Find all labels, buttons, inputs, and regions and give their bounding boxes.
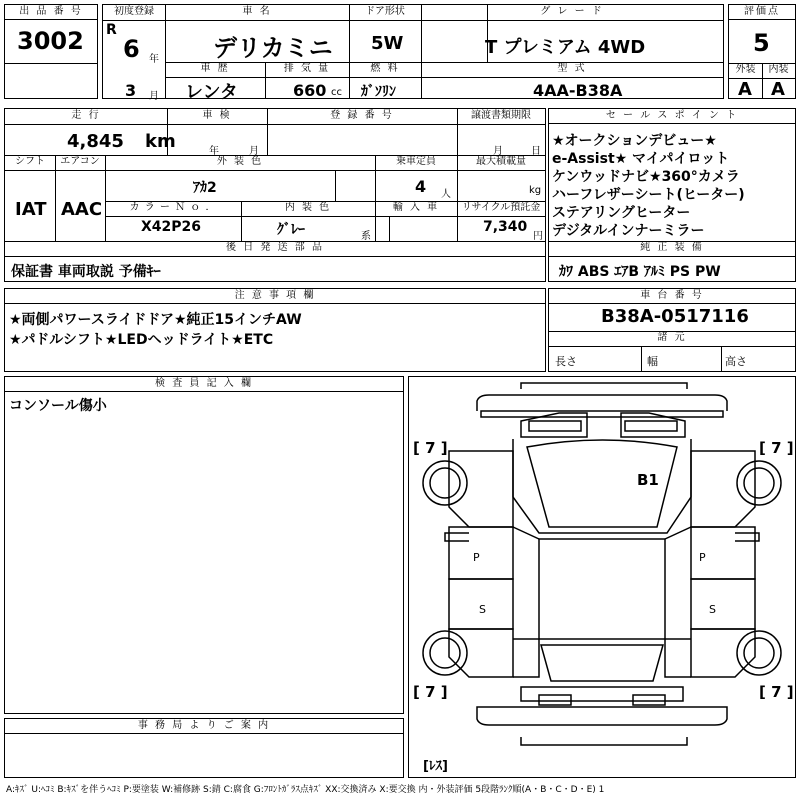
int-color-label: 内 装 色 (284, 202, 332, 213)
later-parts-label: 後 日 発 送 部 品 (226, 242, 324, 253)
inspector-box (4, 376, 404, 714)
door-mark-left: P (473, 551, 480, 564)
score: 5 (753, 29, 770, 57)
tire-rear-left: [ 7 ] (413, 683, 448, 701)
inspector-note: コンソール傷小 (9, 398, 107, 414)
model-label: 型 式 (557, 63, 587, 74)
width-label: 幅 (647, 355, 658, 368)
lot-number-label: 出 品 番 号 (5, 5, 97, 20)
yen-unit: 円 (533, 231, 543, 242)
doc-month-unit: 月 (493, 146, 503, 157)
chassis-box (548, 288, 796, 372)
displacement: 660 (293, 81, 327, 100)
sales-point-label: セ ー ル ス ポ イ ン ト (549, 109, 795, 124)
displacement-label: 排 気 量 (283, 63, 331, 74)
capacity: 4 (415, 177, 427, 196)
sales-point-2: e-Assist★ マイパイロット (552, 151, 730, 167)
sales-point-3: ケンウッドナビ★360°カメラ (552, 169, 740, 185)
capacity-label: 乗車定員 (396, 156, 436, 167)
exterior-grade: A (738, 79, 752, 100)
car-name-label: 車 名 (242, 6, 272, 17)
insp-month-unit: 月 (249, 146, 259, 157)
specs-label: 諸 元 (657, 332, 687, 343)
kg-unit: kg (529, 185, 542, 196)
import-label: 輸 入 車 (392, 202, 440, 213)
tire-rear-right: [ 7 ] (759, 683, 794, 701)
door-type: 5W (371, 33, 404, 54)
recycle-label: リサイクル預託金 (461, 202, 541, 213)
lot-number: 3002 (17, 27, 84, 55)
slide-mark-left: S (479, 603, 486, 616)
notes-box (4, 288, 546, 372)
inspector-label: 検 査 員 記 入 欄 (5, 377, 403, 392)
sales-point-4: ハーフレザーシート(ヒーター) (552, 187, 745, 203)
office-label: 事 務 局 よ り ご 案 内 (5, 719, 403, 734)
sales-point-6: デジタルインナーミラー (552, 223, 705, 239)
tire-front-right: [ 7 ] (759, 439, 794, 457)
chassis-number: B38A-0517116 (601, 306, 749, 327)
model-code: 4AA-B38A (533, 81, 623, 100)
length-label: 長さ (555, 355, 577, 368)
cc-unit: cc (331, 87, 342, 98)
era-mark: R (106, 22, 117, 38)
std-equip-label: 純 正 装 備 (640, 242, 704, 253)
insp-year-unit: 年 (209, 146, 219, 157)
later-parts: 保証書 車両取説 予備ｷｰ (11, 264, 161, 280)
height-label: 高さ (725, 355, 747, 368)
door-label: ドア形状 (365, 6, 405, 17)
grade-label: グ レ ー ド (540, 6, 604, 17)
history: レンタ (185, 82, 238, 103)
fuel: ｶﾞｿﾘﾝ (361, 84, 396, 100)
shift-label: シフト (15, 156, 45, 167)
interior-label: 内装 (768, 64, 789, 75)
office-box (4, 718, 404, 778)
sales-point-box (548, 108, 796, 282)
chassis-label: 車 台 番 号 (549, 289, 795, 304)
legend: A:ｷｽﾞ U:ﾍｺﾐ B:ｷｽﾞを伴うﾍｺﾐ P:要塗装 W:補修跡 S:錆 C:腐食 G:ﾌﾛﾝﾄｶﾞﾗｽ点ｷｽﾞ XX:交換済み X:要交換 内・外装評価 5段階ﾗﾝｸ順(A・B・C・D・E) 1 (6, 785, 605, 795)
ext-color-label: 外 装 色 (216, 156, 264, 167)
recycle-fee: 7,340 (483, 219, 528, 235)
car-name: デリカミニ (213, 34, 333, 62)
person-unit: 人 (441, 189, 451, 200)
fuel-label: 燃 料 (370, 63, 400, 74)
ext-color: ｱｶ2 (193, 180, 217, 196)
history-label: 車 歴 (200, 63, 230, 74)
note-1: ★両側パワースライドドア★純正15インチAW (9, 312, 302, 328)
score-label: 評価点 (729, 5, 795, 20)
note-2: ★パドルシフト★LEDヘッドライト★ETC (9, 332, 274, 348)
interior-grade: A (771, 79, 785, 100)
inspection-label: 車 検 (202, 110, 232, 121)
registration-label: 登 録 番 号 (330, 110, 394, 121)
km-unit: km (145, 131, 176, 152)
exterior-label: 外装 (735, 64, 756, 75)
main-info-box (102, 4, 724, 103)
year-unit: 年 (149, 54, 159, 65)
notes-label: 注 意 事 項 欄 (5, 289, 545, 304)
color-no-label: カ ラ ー Ｎ ｏ ． (129, 202, 217, 213)
score-box (728, 4, 796, 99)
mileage: 4,845 (67, 131, 124, 152)
door-mark-right: P (699, 551, 706, 564)
kei-unit: 系 (361, 231, 371, 242)
month-unit: 月 (149, 91, 159, 102)
color-no: X42P26 (141, 219, 202, 235)
sales-point-1: ★オークションデビュー★ (552, 133, 717, 149)
spare-tire: [ﾚｽ] (423, 759, 448, 774)
int-color: ｸﾞﾚｰ (277, 222, 305, 238)
tire-front-left: [ 7 ] (413, 439, 448, 457)
lot-number-box (4, 4, 98, 99)
grade: T プレミアム 4WD (485, 37, 646, 58)
shift: IAT (15, 199, 47, 220)
reg-month: 3 (125, 81, 137, 100)
aircon: AAC (61, 199, 103, 220)
transfer-doc-label: 譲渡書類期限 (471, 110, 531, 121)
slide-mark-right: S (709, 603, 716, 616)
sales-point-5: ステアリングヒーター (552, 205, 691, 221)
detail-box (4, 108, 546, 282)
doc-day-unit: 日 (531, 146, 541, 157)
max-load-label: 最大積載量 (476, 156, 526, 167)
diagram-box (408, 376, 796, 778)
first-reg-label: 初度登録 (114, 6, 154, 17)
aircon-label: エアコン (60, 156, 100, 167)
std-equip: ｶﾜ ABS ｴｱB ｱﾙﾐ PS PW (559, 264, 721, 280)
car-diagram (409, 377, 795, 777)
mileage-label: 走 行 (71, 110, 101, 121)
roof-damage-mark: B1 (637, 471, 659, 489)
reg-year: 6 (123, 35, 140, 63)
